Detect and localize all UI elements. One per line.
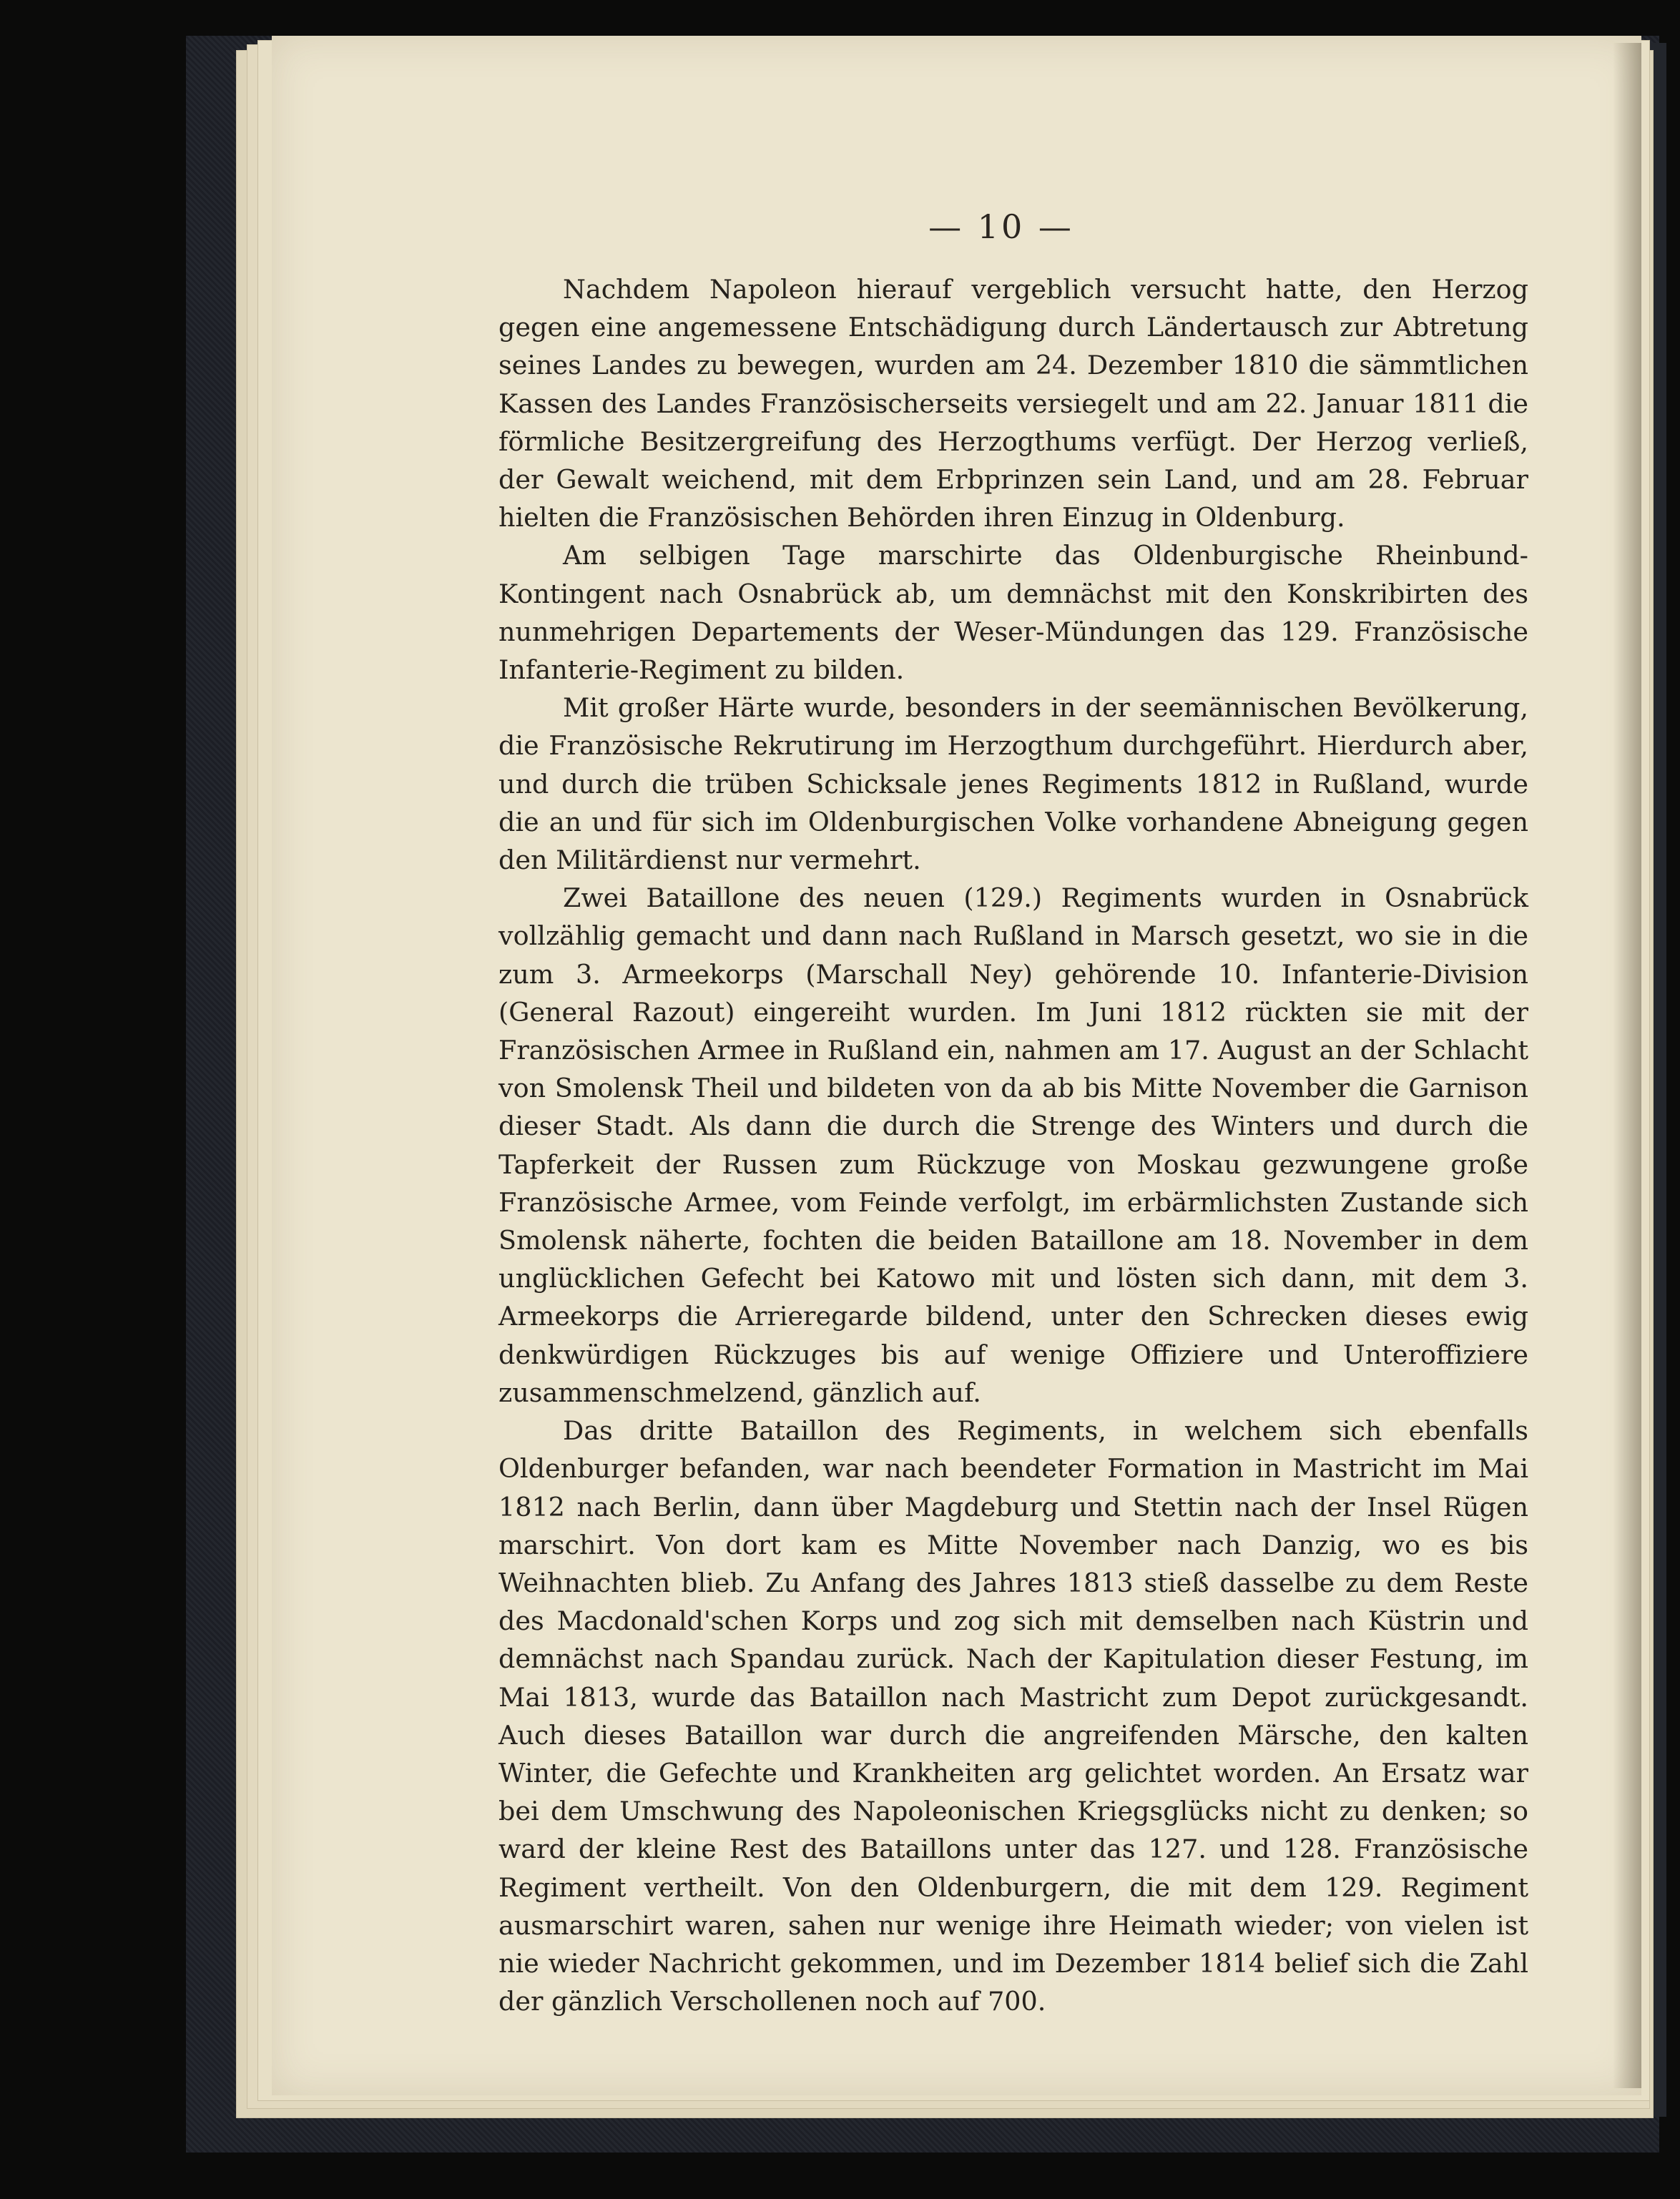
paragraph: Mit großer Härte wurde, besonders in der seemännischen Bevölkerung, die Französische Rekrutirung im Herzogthum durchgeführt. Hierdurch aber, und durch die trüben Schicksale jenes Regiments 1812 in Rußland, wurde die an und für sich im Oldenburgischen Volke vorhandene Abneigung gegen den Militärdienst nur vermehrt. xyxy=(498,692,1528,876)
paragraph: Am selbigen Tage marschirte das Oldenburgische Rheinbund-Kontingent nach Osnabrück ab, um demnächst mit den Konskribirten des nunmehrigen Departements der Weser-Mündungen das 129. Französische Infanterie-Regiment zu bilden. xyxy=(498,540,1528,686)
body-text xyxy=(498,270,1528,2020)
paragraph: Nachdem Napoleon hierauf vergeblich versucht hatte, den Herzog gegen eine angemessene Entschädigung durch Ländertausch zur Abtretung seines Landes zu bewegen, wurden am 24. Dezember 1810 die sämmtlichen Kassen des Landes Französischerseits versiegelt und am 22. Januar 1811 die förmliche Besitzergreifung des Herzogthums verfügt. Der Herzog verließ, der Gewalt weichend, mit dem Erbprinzen sein Land, und am 28. Februar hielten die Französischen Behörden ihren Einzug in Oldenburg. xyxy=(498,274,1528,533)
page-number: — 10 — xyxy=(928,207,1074,246)
paragraph: Zwei Bataillone des neuen (129.) Regiments wurden in Osnabrück vollzählig gemacht und dann nach Rußland in Marsch gesetzt, wo sie in die zum 3. Armeekorps (Marschall Ney) gehörende 10. Infanterie-Division (General Razout) eingereiht wurden. Im Juni 1812 rückten sie mit der Französischen Armee in Rußland ein, nahmen am 17. August an der Schlacht von Smolensk Theil und bildeten von da ab bis Mitte November die Garnison dieser Stadt. Als dann die durch die Strenge des Winters und durch die Tapferkeit der Russen zum Rückzuge von Moskau gezwungene große Französische Armee, vom Feinde verfolgt, im erbärmlichsten Zustande sich Smolensk näherte, fochten die beiden Bataillone am 18. November in dem unglücklichen Gefecht bei Katowo mit und lösten sich dann, mit dem 3. Armeekorps die Arrieregarde bildend, unter den Schrecken dieses ewig denkwürdigen Rückzuges bis auf wenige Offiziere und Unteroffiziere zusammenschmelzend, gänzlich auf. xyxy=(498,882,1528,1408)
paragraph: Das dritte Bataillon des Regiments, in welchem sich ebenfalls Oldenburger befanden, war nach beendeter Formation in Mastricht im Mai 1812 nach Berlin, dann über Magdeburg und Stettin nach der Insel Rügen marschirt. Von dort kam es Mitte November nach Danzig, wo es bis Weihnachten blieb. Zu Anfang des Jahres 1813 stieß dasselbe zu dem Reste des Macdonald'schen Korps und zog sich mit demselben nach Küstrin und demnächst nach Spandau zurück. Nach der Kapitulation dieser Festung, im Mai 1813, wurde das Bataillon nach Mastricht zum Depot zurückgesandt. Auch dieses Bataillon war durch die angreifenden Märsche, den kalten Winter, die Gefechte und Krankheiten arg gelichtet worden. An Ersatz war bei dem Umschwung des Napoleonischen Kriegsglücks nicht zu denken; so ward der kleine Rest des Bataillons unter das 127. und 128. Französische Regiment vertheilt. Von den Oldenburgern, die mit dem 129. Regiment ausmarschirt waren, sahen nur wenige ihre Heimath wieder; von vielen ist nie wieder Nachricht gekommen, und im Dezember 1814 belief sich die Zahl der gänzlich Verschollenen noch auf 700. xyxy=(498,1415,1528,2017)
page-gutter-shadow xyxy=(1613,43,1641,2088)
